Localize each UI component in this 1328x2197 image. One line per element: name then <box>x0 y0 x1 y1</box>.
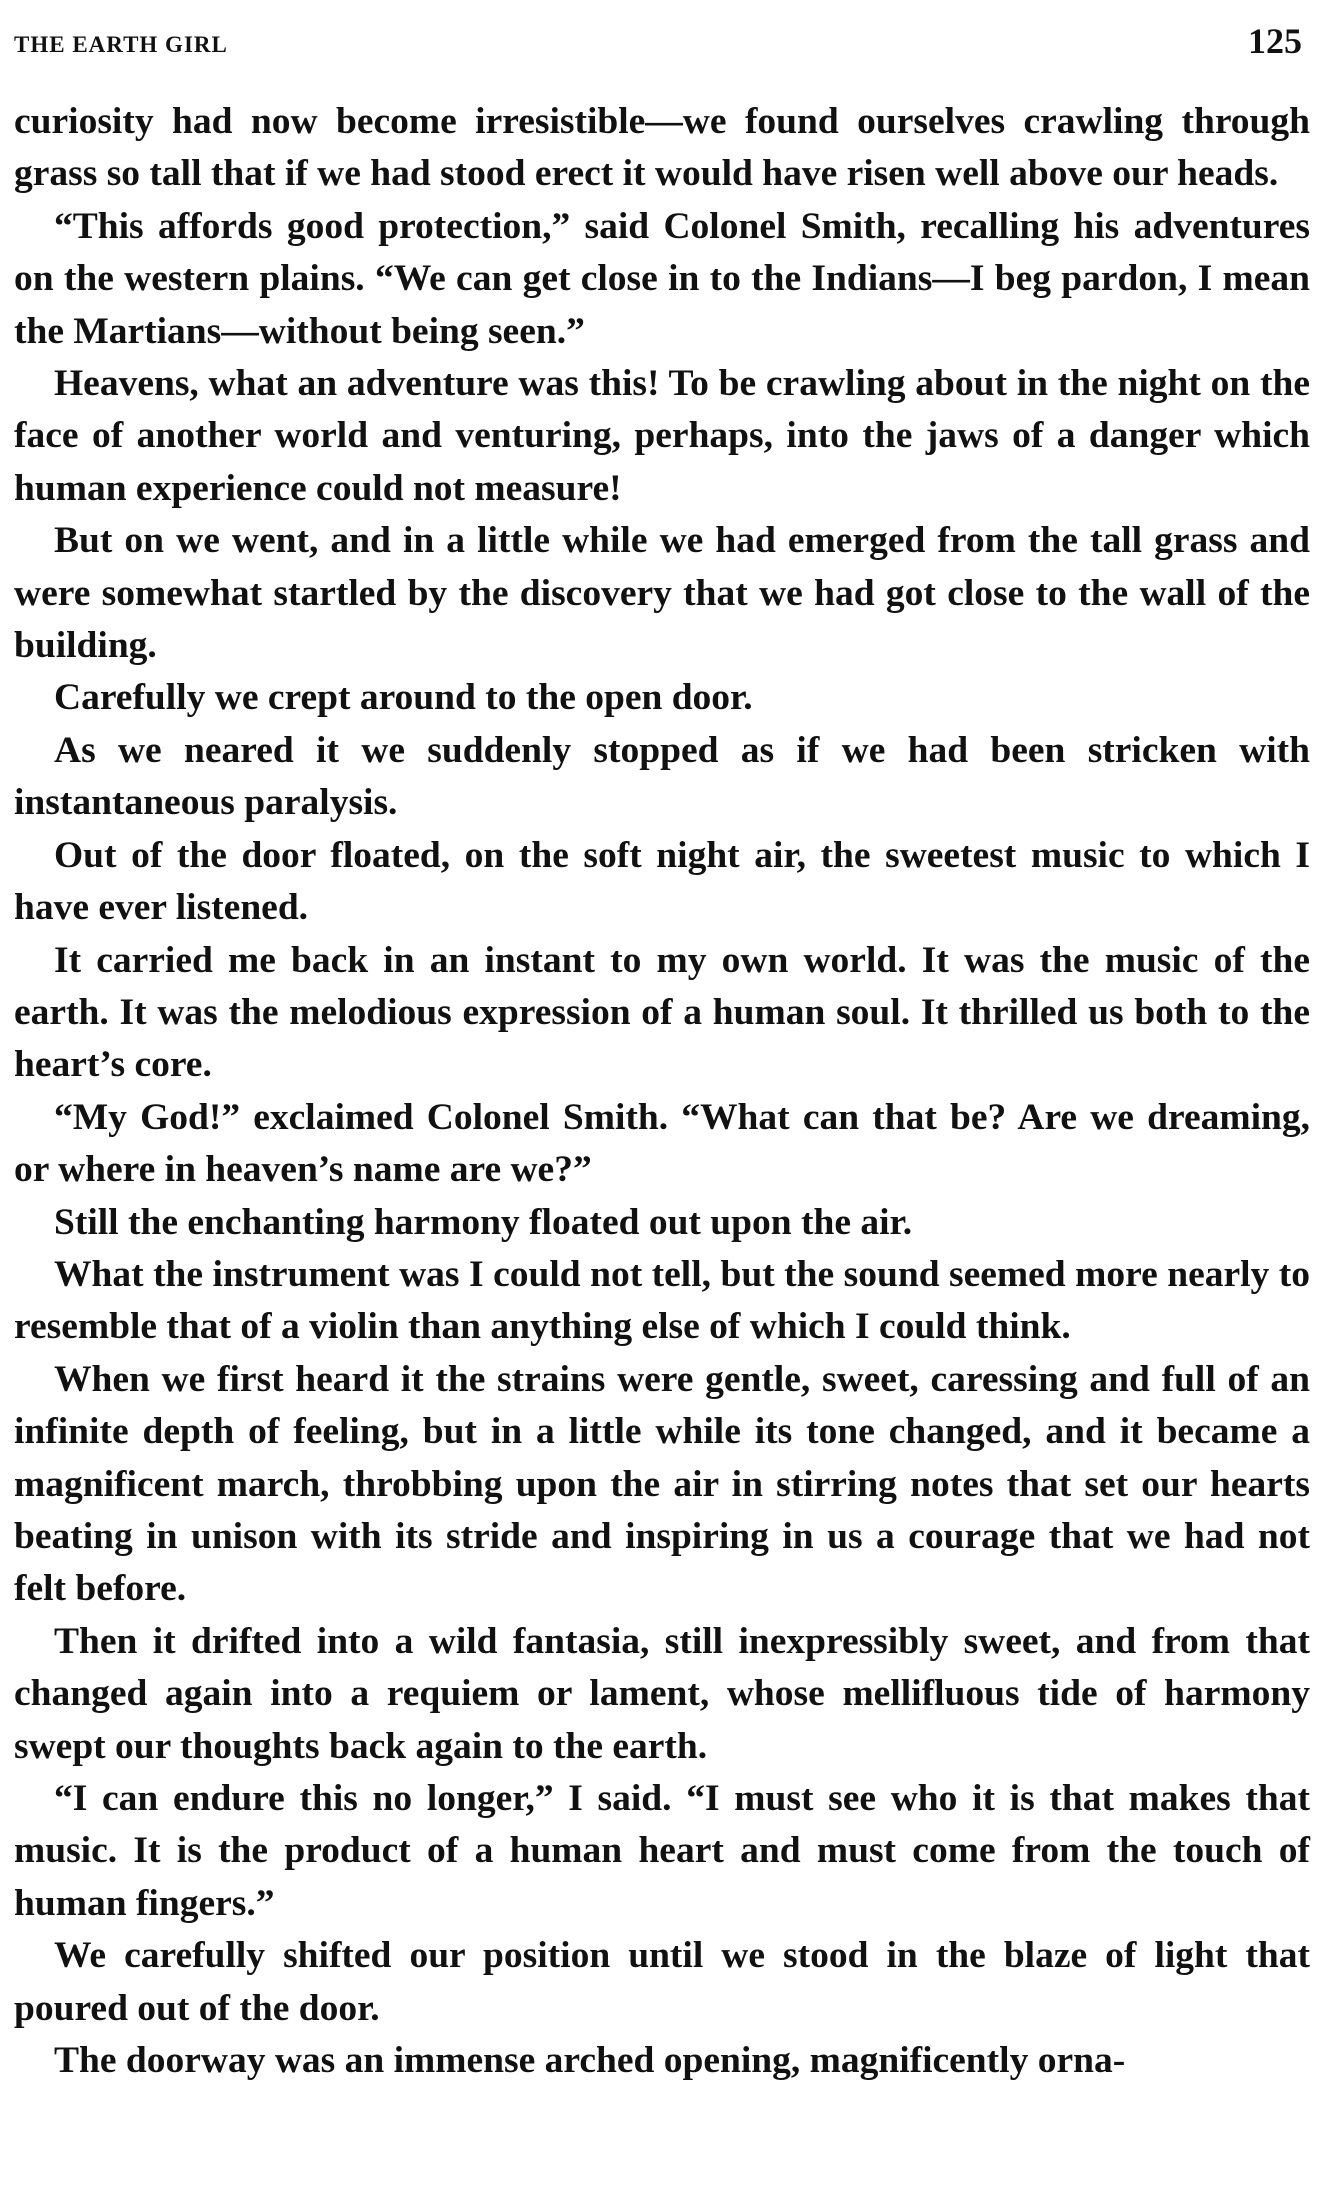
paragraph: Carefully we crept around to the open door. <box>54 677 753 719</box>
paragraph: It carried me back in an instant to my own world. It was the music of the earth. It was the melodious expression of a human soul. It thrilled us both to the heart’s core. <box>14 939 1310 1086</box>
book-page <box>14 0 1310 2197</box>
paragraph: Out of the door floated, on the soft night air, the sweetest music to which I have ever listened. <box>14 834 1310 929</box>
paragraph: curiosity had now become irresistible—we found ourselves crawling through grass so tall that if we had stood erect it would have risen well above our heads. <box>14 101 1310 195</box>
paragraph: “I can endure this no longer,” I said. “I must see who it is that makes that music. It is the product of a human heart and must come from the touch of human fingers.” <box>14 1778 1310 1924</box>
paragraph: “This affords good protection,” said Colonel Smith, recalling his adventures on the western plains. “We can get close in to the Indians—I beg pardon, I mean the Martians—without being seen.” <box>14 205 1310 352</box>
paragraph: What the instrument was I could not tell, but the sound seemed more nearly to resemble that of a violin than anything else of which I could think. <box>14 1253 1310 1348</box>
body-text <box>14 96 1310 2087</box>
page-number: 125 <box>1248 21 1302 61</box>
running-title: THE EARTH GIRL <box>14 32 228 57</box>
paragraph: We carefully shifted our position until we stood in the blaze of light that poured out of the door. <box>14 1935 1310 2029</box>
paragraph: The doorway was an immense arched opening, magnificently orna- <box>54 2040 1126 2082</box>
paragraph: Heavens, what an adventure was this! To be crawling about in the night on the face of another world and venturing, perhaps, into the jaws of a danger which human experience could not measure! <box>14 363 1310 509</box>
paragraph: As we neared it we suddenly stopped as if we had been stricken with instantaneous paralysis. <box>14 729 1310 824</box>
paragraph: Then it drifted into a wild fantasia, still inexpressibly sweet, and from that changed again into a requiem or lament, whose mellifluous tide of harmony swept our thoughts back again to the earth. <box>14 1620 1310 1767</box>
paragraph: “My God!” exclaimed Colonel Smith. “What can that be? Are we dreaming, or where in heaven’s name are we?” <box>14 1096 1310 1191</box>
paragraph: Still the enchanting harmony floated out upon the air. <box>54 1201 913 1243</box>
running-head <box>14 20 1310 70</box>
paragraph: But on we went, and in a little while we had emerged from the tall grass and were somewhat startled by the discovery that we had got close to the wall of the building. <box>14 520 1310 667</box>
paragraph: When we first heard it the strains were gentle, sweet, caressing and full of an infinite depth of feeling, but in a little while its tone changed, and it became a magnificent march, throbbing upon the air in stirring notes that set our hearts beating in unison with its stride and inspiring in us a courage that we had not felt before. <box>14 1358 1310 1610</box>
